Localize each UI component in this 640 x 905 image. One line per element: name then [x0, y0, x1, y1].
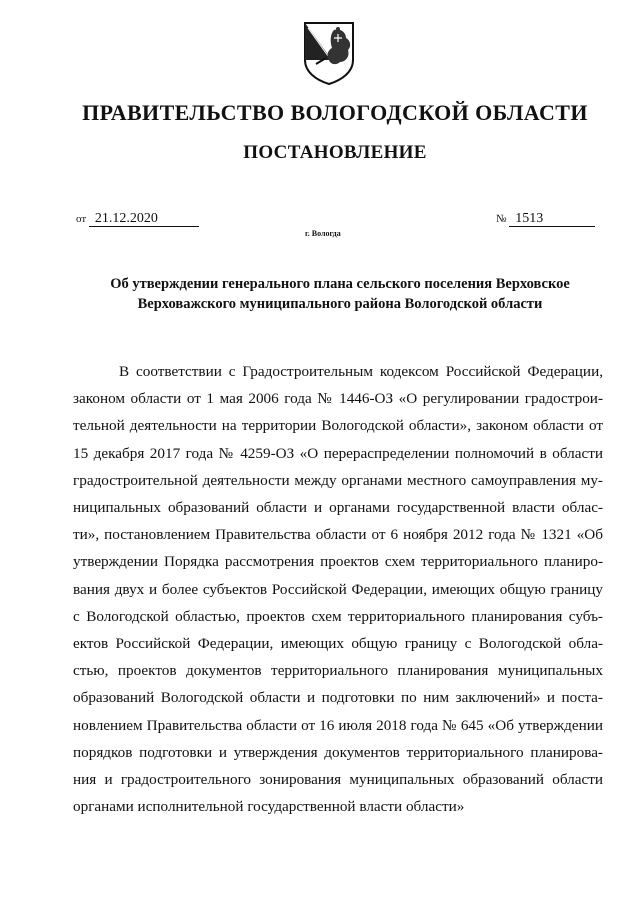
date-prefix: от	[76, 213, 87, 225]
document-subject	[80, 274, 600, 314]
body-line: В соответствии с Градостроительным кодексом Российской Федерации,	[119, 363, 603, 380]
body-line: порядков подготовки и утверждения документов территориального планирова-	[73, 743, 603, 761]
date-field	[76, 212, 199, 227]
body-line: ектов Российской Федерации, имеющих общую границу с Вологодской обла-	[73, 635, 603, 653]
body-line: тельной деятельности на территории Вологодской области», законом области от	[73, 417, 603, 435]
number-field	[496, 212, 595, 227]
body-line: образований Вологодской области и подготовки по ним заключений» и поста-	[73, 689, 603, 707]
body-line: ти», постановлением Правительства области от 6 ноября 2012 года № 1321 «Об	[73, 526, 603, 544]
government-title: ПРАВИТЕЛЬСТВО ВОЛОГОДСКОЙ ОБЛАСТИ	[82, 100, 588, 125]
document-number: 1513	[509, 212, 595, 227]
body-line: законом области от 1 мая 2006 года № 1446-ОЗ «О регулировании градострои-	[73, 390, 603, 408]
body-line: органами исполнительной государственной власти области»	[73, 798, 465, 816]
subject-line: Об утверждении генерального плана сельского поселения Верховское	[110, 276, 570, 292]
body-line: ния и градостроительного зонирования муниципальных образований области	[73, 771, 603, 789]
body-line: утверждении Порядка рассмотрения проектов схем территориального планиро-	[73, 553, 603, 571]
body-line: с Вологодской областью, проектов схем территориального планирования субъ-	[73, 607, 603, 625]
body-paragraph	[73, 358, 603, 820]
body-line: ниципальных образований области и органами государственной власти облас-	[73, 499, 603, 517]
body-line: градостроительной деятельности между органами местного самоуправления му-	[73, 471, 603, 489]
body-line: вания двух и более субъектов Российской Федерации, имеющих общую границу	[73, 580, 603, 598]
body-line: стью, проектов документов территориального планирования муниципальных	[73, 662, 603, 680]
coat-of-arms-emblem	[302, 20, 356, 86]
body-line: 15 декабря 2017 года № 4259-ОЗ «О перераспределении полномочий в области	[73, 444, 603, 462]
city-label: г. Вологда	[305, 229, 341, 238]
body-line: новлением Правительства области от 16 июля 2018 года № 645 «Об утверждении	[73, 716, 603, 734]
document-date: 21.12.2020	[89, 212, 199, 227]
number-prefix: №	[496, 213, 507, 225]
subject-line: Верховажского муниципального района Вологодской области	[137, 296, 543, 312]
document-type: ПОСТАНОВЛЕНИЕ	[243, 142, 427, 163]
